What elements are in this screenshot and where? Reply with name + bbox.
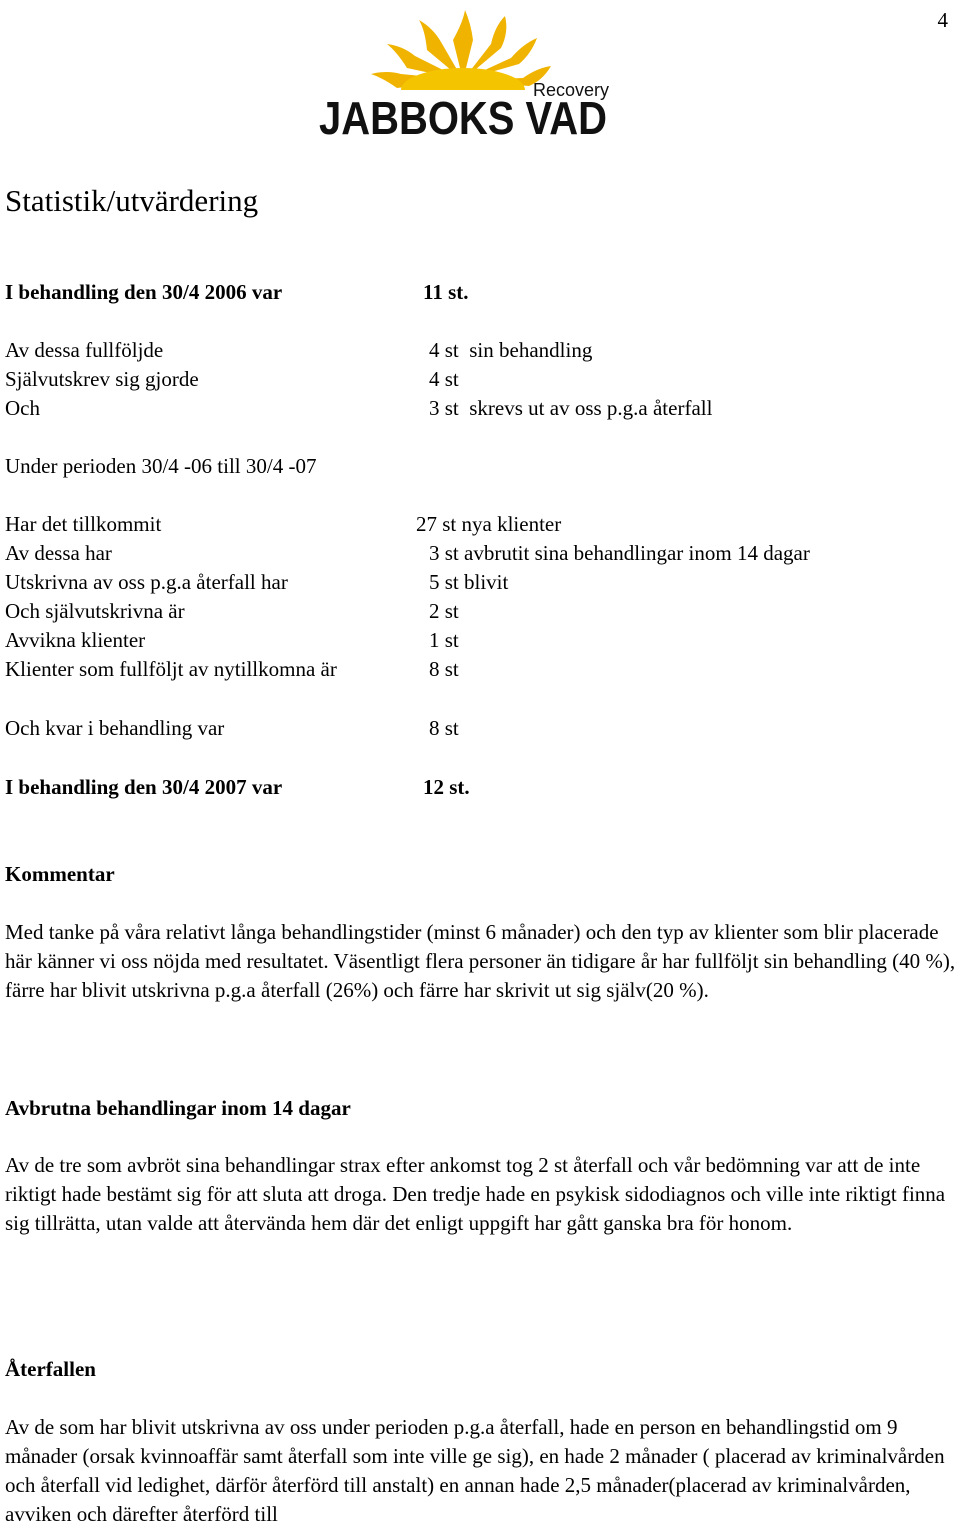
row-value: 12 st. [423, 775, 470, 799]
row-value: 27 st nya klienter [416, 512, 562, 536]
row-value: 8 st [429, 657, 459, 681]
jabboks-vad-logo [315, 2, 611, 148]
sun-logo-icon [315, 2, 611, 148]
row-value: 1 st [429, 628, 459, 652]
row-value: 4 st [429, 367, 459, 391]
row-label: Har det tillkommit [5, 512, 162, 536]
section-text-avbrutna: Av de tre som avbröt sina behandlingar strax efter ankomst tog 2 st återfall och vår bedömning var att de inte riktigt hade bestämt sig för att sluta att droga. Den tredje hade en psykisk sidodiagnos och ville inte riktigt finna sig tillrätta, utan valde att återvända hem där det enligt uppgift har gått ganska bra för honom. [5, 1153, 946, 1235]
row-label: Av dessa fullföljde [5, 338, 164, 362]
section-heading-avbrutna: Avbrutna behandlingar inom 14 dagar [5, 1096, 351, 1120]
row-label: Självutskrev sig gjorde [5, 367, 199, 391]
section-heading-aterfallen: Återfallen [5, 1357, 96, 1381]
row-value: 3 st avbrutit sina behandlingar inom 14 dagar [429, 541, 810, 565]
row-label: Och kvar i behandling var [5, 716, 225, 740]
row-label: Utskrivna av oss p.g.a återfall har [5, 570, 288, 594]
section-text-kommentar: Med tanke på våra relativt långa behandlingstider (minst 6 månader) och den typ av klienter som blir placerade här känner vi oss nöjda med resultatet. Väsentligt flera personer än tidigare år har fullföljt sin behandling (40 %), färre har blivit utskrivna p.g.a återfall (26%) och färre har skrivit ut sig själv(20 %). [5, 920, 956, 1002]
page-number: 4 [937, 8, 948, 32]
row-label: Och självutskrivna är [5, 599, 185, 623]
row-value: 2 st [429, 599, 459, 623]
row-label: I behandling den 30/4 2006 var [5, 280, 283, 304]
row-value: 4 st sin behandling [429, 338, 593, 362]
row-label: Avvikna klienter [5, 628, 146, 652]
logo-brand: JABBOKS VAD [319, 92, 607, 144]
row-value: 5 st blivit [429, 570, 509, 594]
page-title: Statistik/utvärdering [5, 183, 259, 218]
logo-tagline: Recovery [533, 80, 610, 100]
row-label: I behandling den 30/4 2007 var [5, 775, 283, 799]
row-label: Och [5, 396, 40, 420]
section-text-aterfallen: Av de som har blivit utskrivna av oss under perioden p.g.a återfall, hade en person en behandlingstid om 9 månader (orsak kvinnoaffär samt återfall som inte ville ge sig), en hade 2 månader ( placerad av kriminalvården och återfall vid ledighet, därför återförd till anstalt) en annan hade 2,5 månader(placerad av kriminalvården, avviken och därefter återförd till [5, 1415, 945, 1526]
section-heading-kommentar: Kommentar [5, 862, 115, 886]
row-value: 8 st [429, 716, 459, 740]
row-value: 11 st. [423, 280, 469, 304]
row-label: Klienter som fullföljt av nytillkomna är [5, 657, 337, 681]
row-label: Av dessa har [5, 541, 112, 565]
row-value: 3 st skrevs ut av oss p.g.a återfall [429, 396, 713, 420]
period-heading: Under perioden 30/4 -06 till 30/4 -07 [5, 454, 317, 478]
